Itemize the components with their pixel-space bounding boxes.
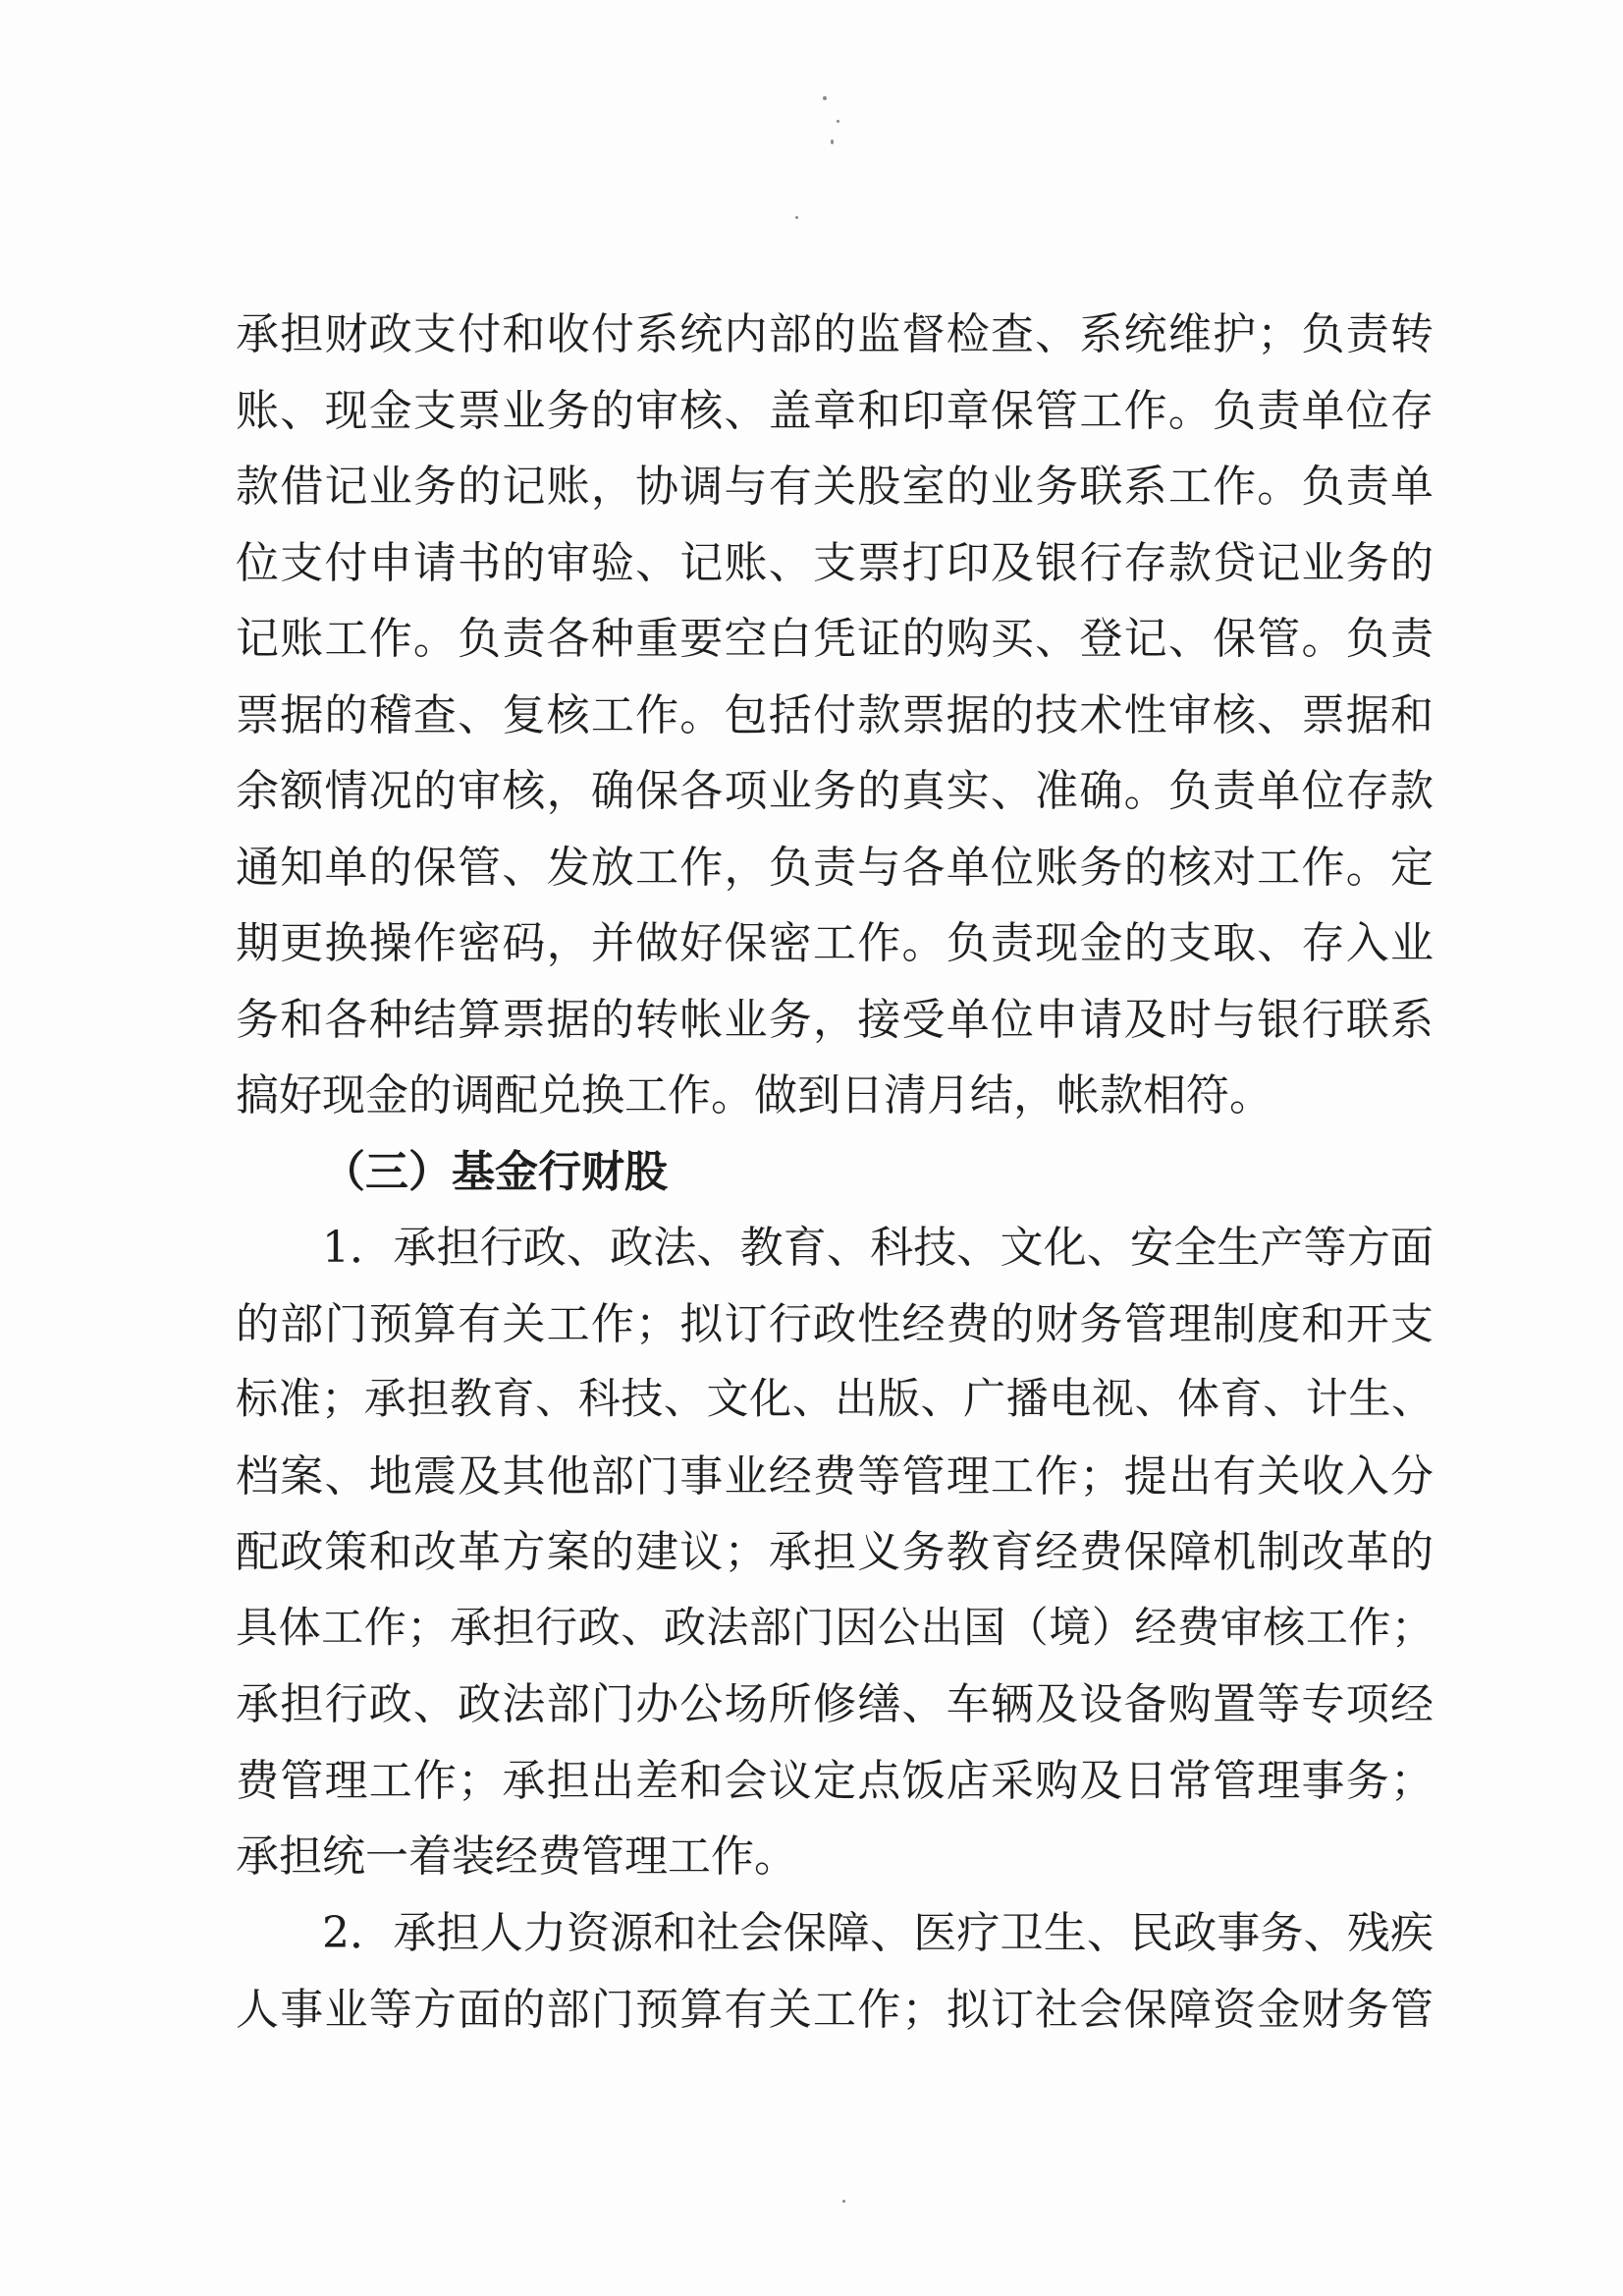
text-line: 1．承担行政、政法、教育、科技、文化、安全生产等方面 [322, 1223, 1434, 1273]
text-line: 款借记业务的记账，协调与有关股室的业务联系工作。负责单 [236, 462, 1434, 512]
paragraph-duties-continued [236, 297, 1434, 1134]
text-line: 配政策和改革方案的建议；承担义务教育经费保障机制改革的 [236, 1527, 1434, 1577]
text-line: 期更换操作密码，并做好保密工作。负责现金的支取、存入业 [236, 918, 1434, 968]
scan-speck [842, 2200, 845, 2203]
paragraph-item-1 [236, 1210, 1434, 1895]
text-line: 承担财政支付和收付系统内部的监督检查、系统维护；负责转 [236, 309, 1434, 359]
text-line: 务和各种结算票据的转帐业务，接受单位申请及时与银行联系 [236, 994, 1434, 1045]
text-line: 承担统一着装经费管理工作。 [236, 1831, 797, 1882]
scan-speck [823, 96, 827, 100]
text-line: 票据的稽查、复核工作。包括付款票据的技术性审核、票据和 [236, 689, 1434, 740]
text-line: 标准；承担教育、科技、文化、出版、广播电视、体育、计生、 [236, 1375, 1434, 1424]
text-line: 2．承担人力资源和社会保障、医疗卫生、民政事务、残疾 [322, 1908, 1434, 1958]
text-line: 档案、地震及其他部门事业经费等管理工作；提出有关收入分 [236, 1450, 1434, 1502]
section-heading-block [236, 1134, 1434, 1211]
section-heading: （三）基金行财股 [322, 1147, 668, 1197]
text-line: 账、现金支票业务的审核、盖章和印章保管工作。负责单位存 [236, 385, 1434, 436]
text-line: 承担行政、政法部门办公场所修缮、车辆及设备购置等专项经 [236, 1679, 1434, 1729]
text-line: 位支付申请书的审验、记账、支票打印及银行存款贷记业务的 [236, 537, 1434, 588]
text-line: 具体工作；承担行政、政法部门因公出国（境）经费审核工作； [236, 1603, 1434, 1653]
text-line: 余额情况的审核，确保各项业务的真实、准确。负责单位存款 [236, 766, 1434, 816]
text-line: 记账工作。负责各种重要空白凭证的购买、登记、保管。负责 [236, 614, 1434, 664]
text-line: 费管理工作；承担出差和会议定点饭店采购及日常管理事务； [236, 1755, 1434, 1806]
scan-speck [837, 120, 839, 123]
text-line: 人事业等方面的部门预算有关工作；拟订社会保障资金财务管 [236, 1984, 1434, 2035]
scan-speck [831, 139, 834, 144]
text-line: 通知单的保管、发放工作，负责与各单位账务的核对工作。定 [236, 842, 1434, 893]
text-line: 搞好现金的调配兑换工作。做到日清月结，帐款相符。 [236, 1070, 1272, 1121]
scan-speck [795, 216, 798, 219]
text-line: 的部门预算有关工作；拟订行政性经费的财务管理制度和开支 [236, 1298, 1434, 1349]
paragraph-item-2 [236, 1895, 1434, 2048]
